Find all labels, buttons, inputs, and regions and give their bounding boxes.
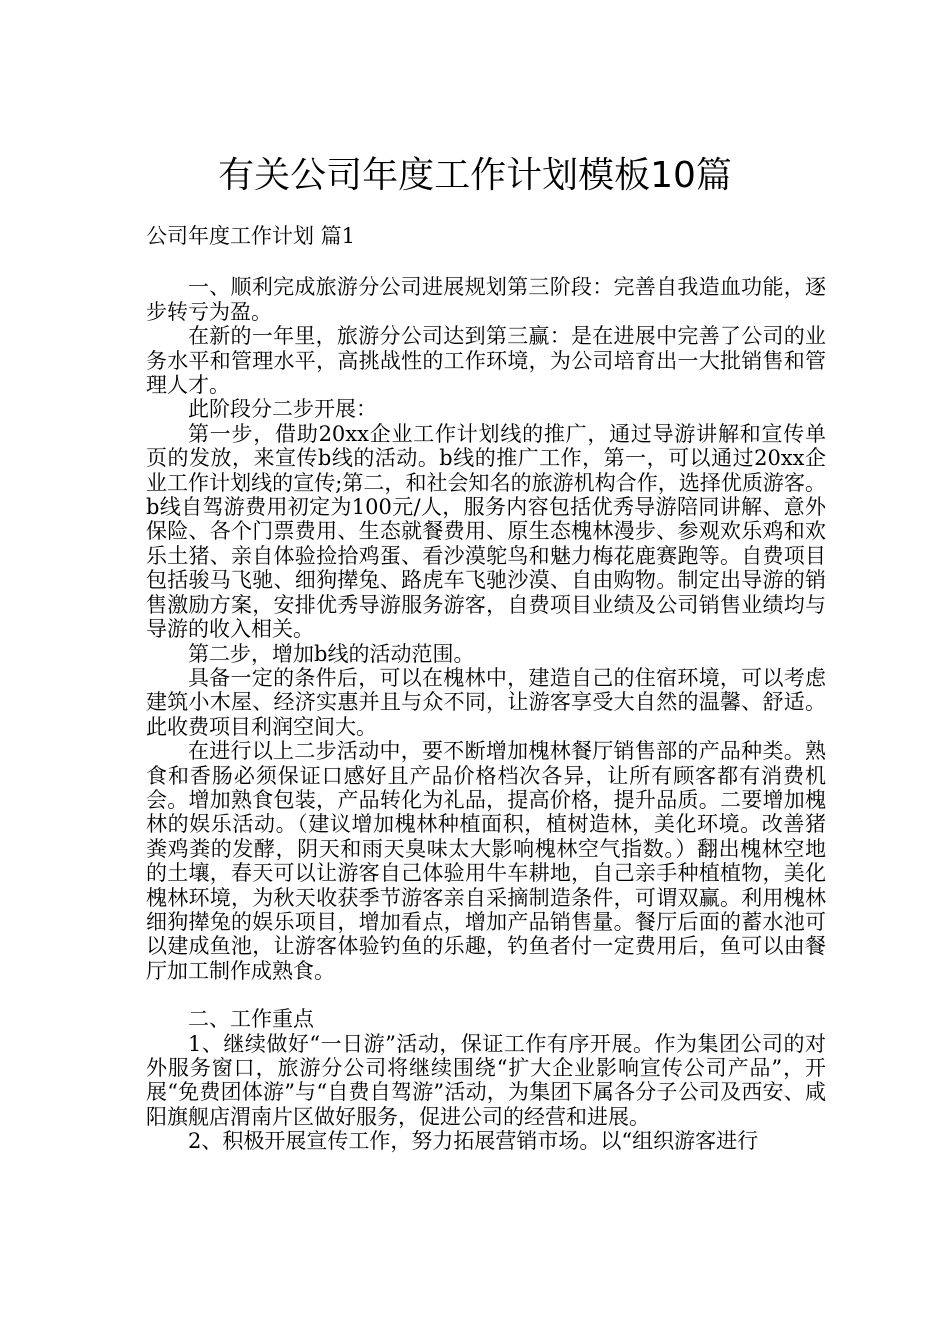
document-body <box>146 224 826 1154</box>
paragraph-step-one: 第一步，借助20xx企业工作计划线的推广，通过导游讲解和宣传单页的发放，来宣传b线的活动。b线的推广工作，第一，可以通过20xx企业工作计划线的宣传;第二，和社会知名的旅游机构合作，选择优质游客。b线自驾游费用初定为100元/人，服务内容包括优秀导游陪同讲解、意外保险、各个门票费用、生态就餐费用、原生态槐林漫步、参观欢乐鸡和欢乐土猪、亲自体验捡拾鸡蛋、看沙漠鸵鸟和魅力梅花鹿赛跑等。自费项目包括骏马飞驰、细狗撵兔、路虎车飞驰沙漠、自由购物。制定出导游的销售激励方案，安排优秀导游服务游客，自费项目业绩及公司销售业绩均与导游的收入相关。 <box>146 421 826 642</box>
paragraph-promotion: 2、积极开展宣传工作，努力拓展营销市场。以“组织游客进行 <box>188 1129 759 1154</box>
paragraph-goal-stage-three: 一、顺利完成旅游分公司进展规划第三阶段：完善自我造血功能，逐步转亏为盈。 <box>146 275 826 324</box>
paragraph-lodging: 具备一定的条件后，可以在槐林中，建造自己的住宿环境，可以考虑建筑小木屋、经济实惠并且与众不同，让游客享受大自然的温馨、舒适。此收费项目利润空间大。 <box>146 665 826 739</box>
section-heading: 公司年度工作计划 篇1 <box>146 224 356 248</box>
paragraph-products-activities: 在进行以上二步活动中，要不断增加槐林餐厅销售部的产品种类。熟食和香肠必须保证口感好且产品价格档次各异，让所有顾客都有消费机会。增加熟食包装，产品转化为礼品，提高价格，提升品质。二要增加槐林的娱乐活动。（建议增加槐林种植面积，植树造林，美化环境。改善猪粪鸡粪的发酵，阴天和雨天臭味太大影响槐林空气指数。）翻出槐林空地的土壤，春天可以让游客自己体验用牛车耕地，自己亲手种植植物，美化槐林环境，为秋天收获季节游客亲自采摘制造条件，可谓双赢。利用槐林细狗撵兔的娱乐项目，增加看点，增加产品销售量。餐厅后面的蓄水池可以建成鱼池，让游客体验钓鱼的乐趣，钓鱼者付一定费用后，鱼可以由餐厅加工制作成熟食。 <box>146 739 826 983</box>
document-title: 有关公司年度工作计划模板10篇 <box>218 155 732 197</box>
paragraph-new-year: 在新的一年里，旅游分公司达到第三赢：是在进展中完善了公司的业务水平和管理水平，高挑战性的工作环境，为公司培育出一大批销售和管理人才。 <box>146 324 826 398</box>
paragraph-two-steps: 此阶段分二步开展： <box>188 397 377 422</box>
paragraph-step-two: 第二步，增加b线的活动范围。 <box>188 641 475 666</box>
heading-work-focus: 二、工作重点 <box>188 1007 314 1032</box>
paragraph-day-tour: 1、继续做好“一日游”活动，保证工作有序开展。作为集团公司的对外服务窗口，旅游分公司将继续围绕“扩大企业影响宣传公司产品”，开展“免费团体游”与“自费自驾游”活动，为集团下属各分子公司及西安、咸阳旗舰店渭南片区做好服务，促进公司的经营和进展。 <box>146 1031 826 1129</box>
